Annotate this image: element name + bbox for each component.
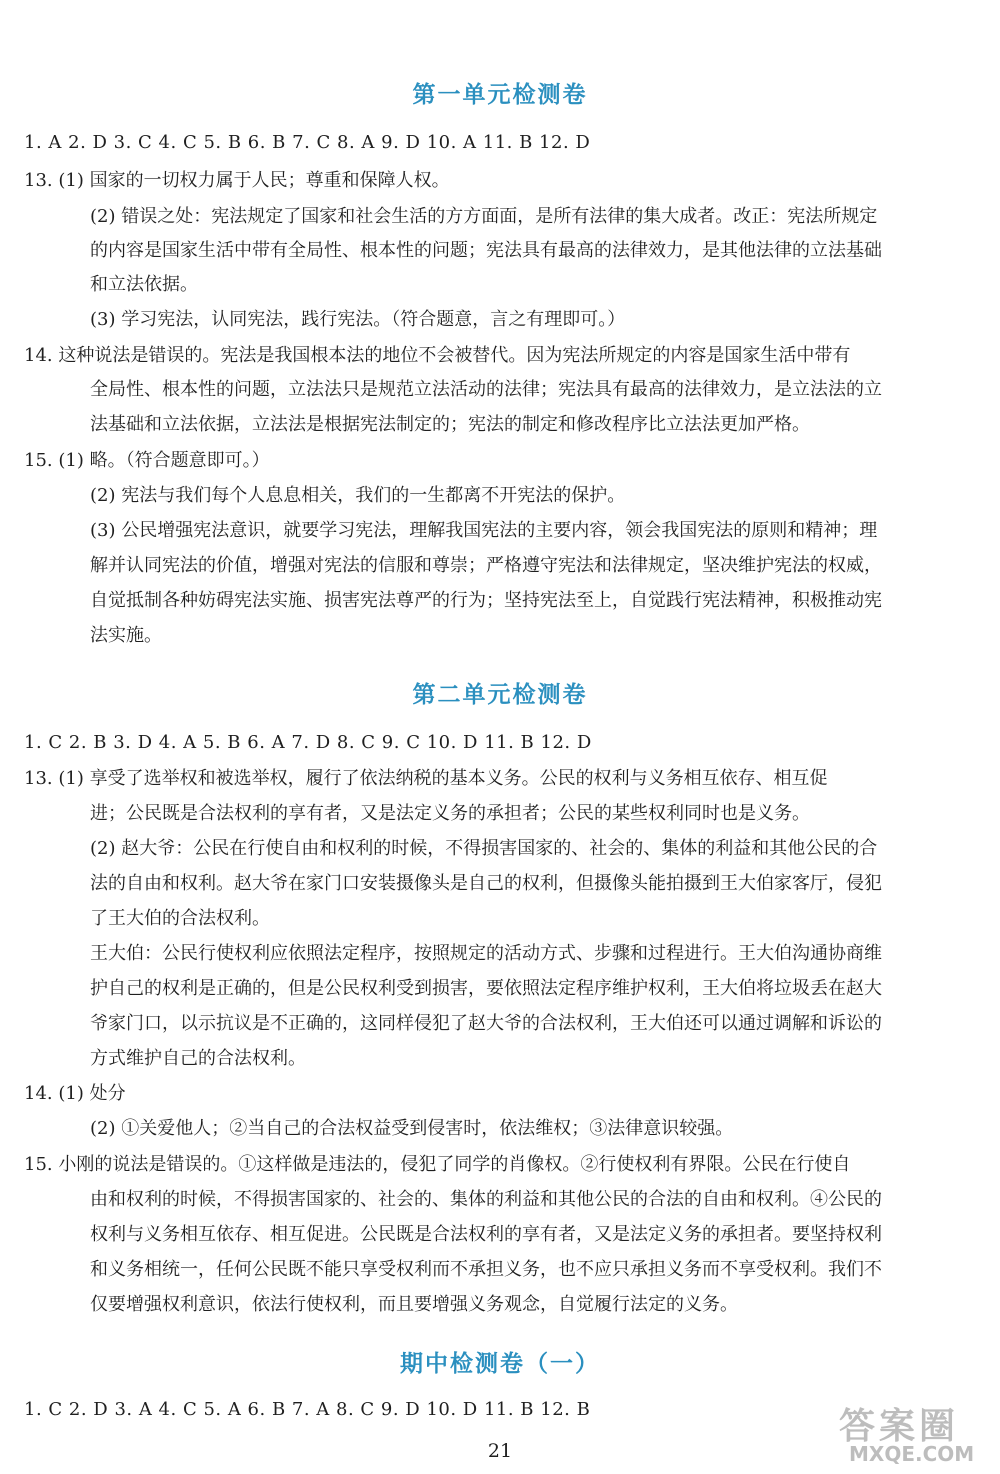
q15-line: 和义务相统一，任何公民既不能只享受权利而不承担义务，也不应只承担义务而不享受权利。我们不 xyxy=(90,1259,882,1280)
q13-line: 进；公民既是合法权利的享有者，又是法定义务的承担者；公民的某些权利同时也是义务。 xyxy=(90,803,810,824)
q13-part2-line: (2) 赵大爷：公民在行使自由和权利的时候，不得损害国家的、社会的、集体的利益和其他公民的合 xyxy=(90,838,878,859)
q14-line: 全局性、根本性的问题，立法法只是规范立法活动的法律；宪法具有最高的法律效力，是立法法的立 xyxy=(90,379,882,400)
q15-line: 仅要增强权利意识，依法行使权利，而且要增强义务观念，自觉履行法定的义务。 xyxy=(90,1294,738,1315)
q13-part2-line: 护自己的权利是正确的，但是公民权利受到损害，要依照法定程序维护权利，王大伯将垃圾丢在赵大 xyxy=(90,978,882,999)
q13-part2-line: 的内容是国家生活中带有全局性、根本性的问题；宪法具有最高的法律效力，是其他法律的立法基础 xyxy=(90,240,882,261)
mc-answers-unit-2: 1. C 2. B 3. D 4. A 5. B 6. A 7. D 8. C 9. C 10. D 11. B 12. D xyxy=(24,732,592,753)
q14-line: 14. (1) 处分 xyxy=(24,1083,126,1104)
q13-part2-line: 了王大伯的合法权利。 xyxy=(90,908,270,929)
watermark-text: 答案圈 xyxy=(839,1406,960,1447)
q15-part3-line: 解并认同宪法的价值，增强对宪法的信服和尊崇；严格遵守宪法和法律规定，坚决维护宪法的权威， xyxy=(90,555,882,576)
section-title-unit-2: 第二单元检测卷 xyxy=(412,682,588,708)
mc-answers-midterm-1: 1. C 2. D 3. A 4. C 5. A 6. B 7. A 8. C 9. D 10. D 11. B 12. B xyxy=(24,1399,591,1420)
q15-part3-line: (3) 公民增强宪法意识，就要学习宪法，理解我国宪法的主要内容，领会我国宪法的原则和精神；理 xyxy=(90,520,878,541)
q13-part2-line: 法的自由和权利。赵大爷在家门口安装摄像头是自己的权利，但摄像头能拍摄到王大伯家客厅，侵犯 xyxy=(90,873,882,894)
page-number: 21 xyxy=(487,1440,513,1462)
q13-part2-line: 王大伯：公民行使权利应依照法定程序，按照规定的活动方式、步骤和过程进行。王大伯沟通协商维 xyxy=(90,943,882,964)
q13-part2-line: 方式维护自己的合法权利。 xyxy=(90,1048,306,1069)
section-title-unit-1: 第一单元检测卷 xyxy=(412,82,588,108)
q15-line: 15. 小刚的说法是错误的。①这样做是违法的，侵犯了同学的肖像权。②行使权利有界限。公民在行使自 xyxy=(24,1154,851,1175)
q15-line: 15. (1) 略。（符合题意即可。） xyxy=(24,450,270,471)
q13-part3-line: (3) 学习宪法，认同宪法，践行宪法。（符合题意，言之有理即可。） xyxy=(90,309,626,330)
q15-part3-line: 自觉抵制各种妨碍宪法实施、损害宪法尊严的行为；坚持宪法至上，自觉践行宪法精神，积极推动宪 xyxy=(90,590,882,611)
q14-line: 法基础和立法依据，立法法是根据宪法制定的；宪法的制定和修改程序比立法法更加严格。 xyxy=(90,414,810,435)
q15-part3-line: 法实施。 xyxy=(90,625,162,646)
watermark-logo xyxy=(817,1398,992,1470)
mc-answers-unit-1: 1. A 2. D 3. C 4. C 5. B 6. B 7. C 8. A 9. D 10. A 11. B 12. D xyxy=(24,132,591,153)
q13-part2-line: (2) 错误之处：宪法规定了国家和社会生活的方方面面，是所有法律的集大成者。改正：宪法所规定 xyxy=(90,206,878,227)
q14-part2-line: (2) ①关爱他人；②当自己的合法权益受到侵害时，依法维权；③法律意识较强。 xyxy=(90,1118,734,1139)
q14-line: 14. 这种说法是错误的。宪法是我国根本法的地位不会被替代。因为宪法所规定的内容是国家生活中带有 xyxy=(24,345,851,366)
q15-line: 由和权利的时候，不得损害国家的、社会的、集体的利益和其他公民的合法的自由和权利。④公民的 xyxy=(90,1189,882,1210)
q13-part2-line: 爷家门口，以示抗议是不正确的，这同样侵犯了赵大爷的合法权利，王大伯还可以通过调解和诉讼的 xyxy=(90,1013,882,1034)
q15-line: 权利与义务相互依存、相互促进。公民既是合法权利的享有者，又是法定义务的承担者。要坚持权利 xyxy=(90,1224,882,1245)
q13-line: 13. (1) 享受了选举权和被选举权，履行了依法纳税的基本义务。公民的权利与义务相互依存、相互促 xyxy=(24,768,828,789)
q15-part2-line: (2) 宪法与我们每个人息息相关，我们的一生都离不开宪法的保护。 xyxy=(90,485,626,506)
q13-line: 13. (1) 国家的一切权力属于人民；尊重和保障人权。 xyxy=(24,170,450,191)
section-title-midterm-1: 期中检测卷（一） xyxy=(400,1351,600,1377)
q13-part2-line: 和立法依据。 xyxy=(90,274,198,295)
watermark-url: MXQE.COM xyxy=(849,1442,975,1466)
